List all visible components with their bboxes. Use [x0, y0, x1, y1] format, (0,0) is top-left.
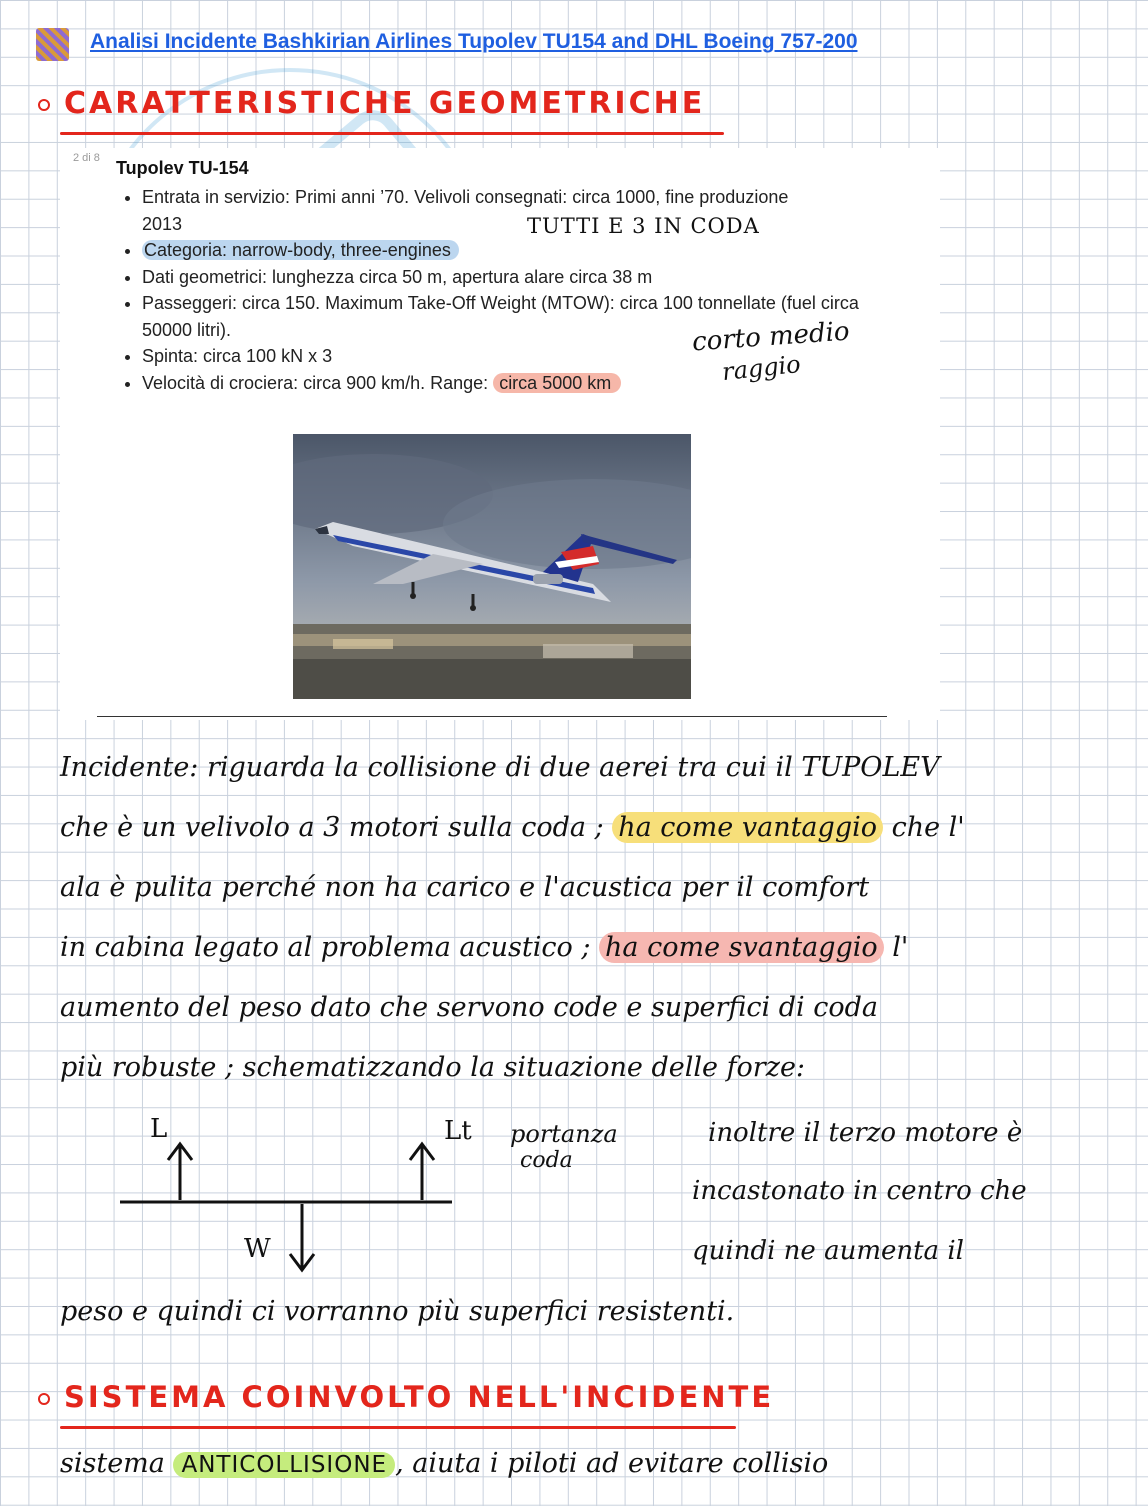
bullet-text: Spinta: circa 100 kN x 3: [142, 346, 333, 366]
anticollision-highlight: ANTICOLLISIONE: [173, 1452, 395, 1478]
slide-bullet: [142, 184, 902, 237]
section-heading-system: SISTEMA COINVOLTO NELL'INCIDENTE: [64, 1380, 775, 1414]
slide-bullet: [142, 237, 902, 264]
document-icon: [36, 28, 69, 61]
bullet-text: Velocità di crociera: circa 900 km/h. Range:: [142, 372, 489, 393]
note-line-4: [60, 932, 908, 963]
portanza-label-1: portanza: [510, 1120, 618, 1148]
force-label-weight: W: [244, 1234, 271, 1264]
note-line-5: aumento del peso dato che servono code e superfici di coda: [60, 992, 879, 1023]
annotation-tail-engines: TUTTI E 3 IN CODA: [527, 214, 760, 238]
range-highlight: circa 5000 km: [493, 373, 621, 393]
side-note-3: quindi ne aumenta il: [692, 1236, 964, 1266]
note-text: che è un velivolo a 3 motori sulla coda ;: [60, 812, 604, 843]
note-text: che l': [891, 812, 965, 843]
note-line-8: [60, 1448, 828, 1479]
annotation-range-2: raggio: [720, 349, 802, 387]
note-line-7: peso e quindi ci vorranno più superfici resistenti.: [60, 1296, 735, 1327]
document-title-link[interactable]: Analisi Incidente Bashkirian Airlines Tupolev TU154 and DHL Boeing 757-200: [90, 30, 858, 53]
annotation-range-1: corto medio: [691, 316, 851, 358]
tupolev-photo: [293, 434, 691, 699]
force-label-tail-lift: Lt: [444, 1116, 472, 1146]
bullet-text: Passeggeri: circa 150. Maximum Take-Off Weight (MTOW): circa 100 tonnellate (fuel circa 50000 litri).: [142, 293, 859, 340]
note-text: , aiuta i piloti ad evitare collisio: [395, 1448, 829, 1479]
note-line-3: ala è pulita perché non ha carico e l'acustica per il comfort: [60, 872, 870, 903]
note-line-2: [60, 812, 965, 843]
force-diagram: [110, 1120, 470, 1280]
force-label-lift: L: [150, 1114, 168, 1144]
section-bullet-icon: [38, 99, 50, 111]
slide-page-number: 2 di 8: [73, 152, 100, 164]
slide-bottom-rule: [97, 716, 887, 717]
bullet-text: Entrata in servizio: Primi anni ’70. Velivoli consegnati: circa 1000, fine produzione 2013: [142, 187, 789, 234]
note-line-6: più robuste ; schematizzando la situazione delle forze:: [60, 1052, 806, 1083]
note-text: in cabina legato al problema acustico ;: [60, 932, 591, 963]
bullet-text-highlighted: Categoria: narrow-body, three-engines: [142, 240, 459, 260]
note-text: sistema: [60, 1448, 165, 1479]
section-underline: [60, 132, 724, 135]
bullet-text: Dati geometrici: lunghezza circa 50 m, apertura alare circa 38 m: [142, 266, 653, 287]
section-underline: [60, 1426, 736, 1429]
slide-title: Tupolev TU-154: [116, 158, 249, 178]
advantage-highlight: ha come vantaggio: [612, 812, 883, 843]
note-line-1: Incidente: riguarda la collisione di due aerei tra cui il TUPOLEV: [60, 752, 940, 783]
disadvantage-highlight: ha come svantaggio: [599, 932, 884, 963]
section-bullet-icon: [38, 1393, 50, 1405]
side-note-2: incastonato in centro che: [692, 1176, 1027, 1206]
section-heading-geometry: CARATTERISTICHE GEOMETRICHE: [64, 86, 706, 121]
slide-bullet: [142, 264, 902, 291]
portanza-label-2: coda: [520, 1148, 573, 1173]
note-text: l': [892, 932, 909, 963]
side-note-1: inoltre il terzo motore è: [708, 1118, 1023, 1148]
